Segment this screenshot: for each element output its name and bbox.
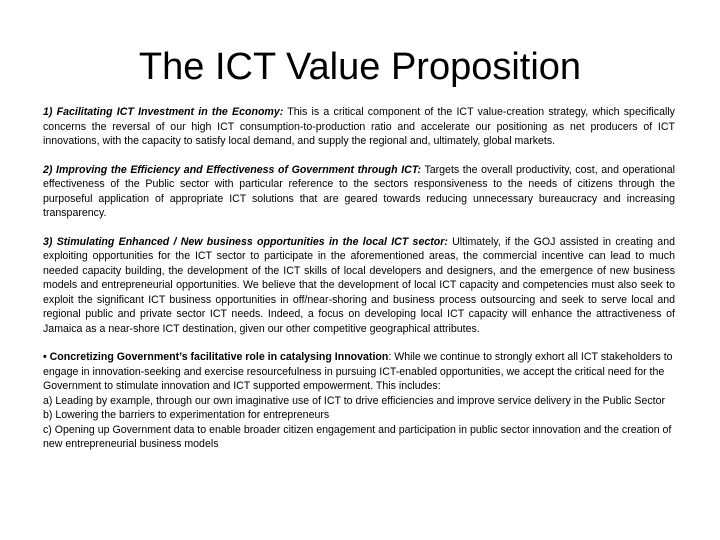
- bullet-subitem: a) Leading by example, through our own imaginative use of ICT to drive efficiencies and improve service delivery in the Public Sector: [43, 394, 666, 407]
- bullet-lead: • Concretizing Government’s facilitative role in catalysing Innovation: [43, 351, 389, 363]
- paragraph-text: Targets the overall productivity, cost, and operational effectiveness of the Public sector with particular reference to the sectors responsiveness to the needs of citizens through the purposeful application of appropriate ICT solutions that are geared towards reducing unnecessary bureaucracy and increasing transparency.: [43, 163, 675, 219]
- paragraph-text: Ultimately, if the GOJ assisted in creating and exploiting opportunities for the ICT sector to participate in the aforementioned areas, the commercial incentive can lead to much needed capacity building, the development of the ICT skills of local developers and designers, and the emergence of new business models and entrepreneurial opportunities. We believe that the development of local ICT capacity and competencies must also seek to exploit the significant ICT business opportunities in off/near-shoring and business process outsourcing and seek to serve local and regional public and private sector ICT needs. Indeed, a focus on developing local ICT capacity will enhance the attractiveness of Jamaica as a near-shore ICT destination, given our other competitive geographical attributes.: [43, 235, 675, 335]
- paragraph-lead: 1) Facilitating ICT Investment in the Economy:: [43, 106, 284, 118]
- slide-title: The ICT Value Proposition: [138, 46, 582, 88]
- paragraph-business-opportunities: [43, 235, 675, 337]
- bullet-subitem: c) Opening up Government data to enable broader citizen engagement and participation in public sector innovation and the creation of new entrepreneurial business models: [43, 423, 672, 450]
- paragraph-government-efficiency: [43, 163, 675, 221]
- bullet-innovation: [43, 350, 675, 452]
- paragraph-lead: 3) Stimulating Enhanced / New business opportunities in the local ICT sector:: [43, 235, 448, 248]
- bullet-text: : While we continue to strongly exhort all ICT stakeholders to engage in innovation-seeking and exercise resourcefulness in pursuing ICT-enabled opportunities, we accept the critical need for the Government to stimulate innovation and ICT supported empowerment. This includes:: [43, 351, 673, 392]
- paragraph-lead: 2) Improving the Efficiency and Effectiveness of Government through ICT:: [43, 163, 422, 176]
- paragraph-text: This is a critical component of the ICT value-creation strategy, which specifically concerns the reversal of our high ICT consumption-to-production ratio and accelerate our positioning as net producers of ICT innovations, with the capacity to satisfy local demand, and supply the regional and, ultimately, global markets.: [43, 106, 675, 147]
- paragraph-investment: [43, 105, 675, 149]
- bullet-subitem: b) Lowering the barriers to experimentation for entrepreneurs: [43, 409, 330, 421]
- slide-body: [43, 105, 675, 452]
